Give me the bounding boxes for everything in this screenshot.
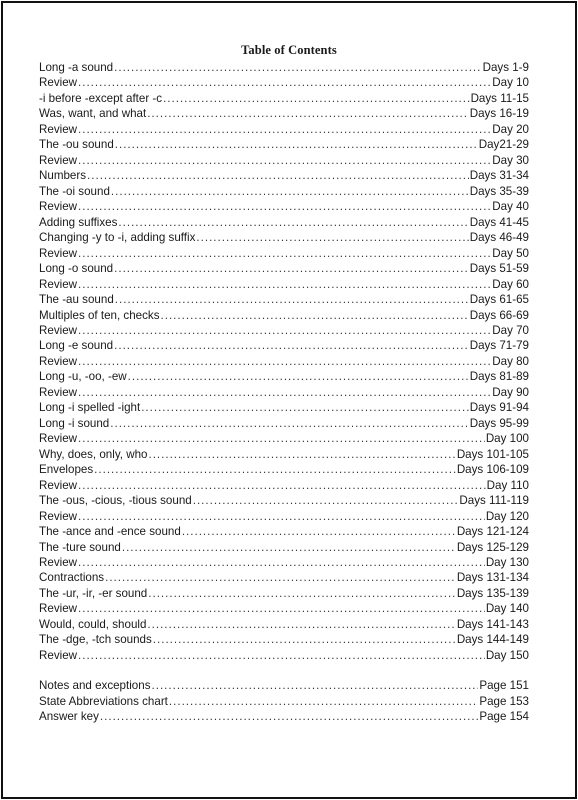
dot-leader — [100, 709, 478, 724]
toc-entry-label: Review — [39, 556, 78, 569]
toc-entry-reference: Day 110 — [486, 478, 529, 492]
toc-entry-reference: Days 81-89 — [469, 370, 529, 384]
toc-row — [39, 308, 529, 323]
toc-entry-label: The -au sound — [39, 293, 114, 307]
toc-entry-label: The -oi sound — [39, 184, 110, 198]
toc-entry-label: Review — [39, 246, 78, 260]
toc-row — [39, 91, 529, 106]
dot-leader — [148, 447, 455, 462]
toc-entry-label: -i before -except after -c — [39, 91, 163, 105]
toc-entry-label: Review — [39, 509, 78, 523]
dot-leader — [147, 106, 469, 121]
toc-entry-reference: Day 80 — [492, 354, 529, 368]
toc-row — [39, 338, 529, 353]
dot-leader — [78, 509, 485, 524]
dot-leader — [141, 400, 469, 415]
toc-row — [39, 215, 529, 230]
toc-entry-reference: Day 20 — [492, 122, 529, 136]
dot-leader — [78, 199, 491, 214]
toc-entry-label: Multiples of ten, checks — [39, 308, 160, 322]
toc-entry-reference: Page 153 — [479, 694, 529, 708]
toc-entry-reference: Day 90 — [492, 385, 529, 399]
toc-entry-label: Notes and exceptions — [39, 679, 151, 693]
toc-entry-reference: Day 60 — [492, 277, 529, 291]
toc-entry-reference: Day21-29 — [478, 138, 529, 152]
toc-entry-label: Review — [39, 478, 78, 492]
toc-entry-label: Review — [39, 323, 78, 337]
dot-leader — [105, 570, 456, 585]
toc-entry-reference: Days 1-9 — [482, 61, 529, 74]
toc-entry-reference: Days 71-79 — [469, 339, 529, 353]
toc-row — [39, 648, 529, 663]
dot-leader — [114, 261, 469, 276]
toc-entry-label: Long -u, -oo, -ew — [39, 370, 127, 384]
toc-entry-reference: Days 66-69 — [469, 308, 529, 322]
toc-entry-label: Review — [39, 602, 78, 616]
toc-entry-label: Numbers — [39, 169, 87, 183]
toc-entry-label: Long -i sound — [39, 416, 110, 430]
toc-entry-label: Review — [39, 277, 78, 291]
toc-row — [39, 632, 529, 647]
toc-entry-reference: Day 30 — [492, 153, 529, 167]
toc-entry-label: Review — [39, 153, 78, 167]
toc-entry-reference: Page 154 — [479, 710, 529, 724]
toc-entry-reference: Day 50 — [492, 246, 529, 260]
toc-entry-reference: Days 91-94 — [469, 401, 529, 415]
toc-entry-label: Long -a sound — [39, 61, 114, 74]
toc-entry-reference: Day 150 — [485, 648, 529, 662]
page-title: Table of Contents — [241, 43, 337, 57]
toc-row — [39, 694, 529, 709]
toc-entry-reference: Days 141-143 — [456, 617, 529, 631]
toc-row — [39, 184, 529, 199]
toc-row — [39, 431, 529, 446]
dot-leader — [94, 462, 456, 477]
dot-leader — [78, 153, 491, 168]
toc-row — [39, 447, 529, 462]
toc-entry-reference: Days 31-34 — [469, 169, 529, 183]
toc-entry-reference: Days 46-49 — [469, 231, 529, 245]
toc-row — [39, 540, 529, 555]
toc-row — [39, 168, 529, 183]
dot-leader — [111, 184, 469, 199]
toc-row — [39, 555, 529, 570]
toc-row — [39, 60, 529, 75]
toc-row — [39, 570, 529, 585]
section-gap — [39, 663, 529, 678]
toc-row — [39, 261, 529, 276]
toc-row — [39, 153, 529, 168]
toc-row — [39, 709, 529, 724]
toc-entry-label: Review — [39, 648, 78, 662]
toc-entry-reference: Days 121-124 — [456, 525, 529, 539]
toc-row — [39, 292, 529, 307]
toc-entry-label: Review — [39, 122, 78, 136]
dot-leader — [148, 586, 456, 601]
toc-entry-label: Answer key — [39, 710, 99, 724]
dot-leader — [161, 308, 469, 323]
toc-entry-reference: Days 61-65 — [469, 293, 529, 307]
dot-leader — [78, 323, 491, 338]
toc-entry-label: Adding suffixes — [39, 215, 118, 229]
toc-row — [39, 678, 529, 693]
toc-entry-label: The -ou sound — [39, 138, 114, 152]
toc-entry-reference: Day 40 — [492, 200, 529, 214]
toc-row — [39, 462, 529, 477]
toc-entry-reference: Day 130 — [485, 556, 529, 569]
toc-entry-reference: Days 111-119 — [459, 494, 529, 508]
toc-entry-reference: Days 41-45 — [469, 215, 529, 229]
toc-row — [39, 277, 529, 292]
toc-entry-label: Long -i spelled -ight — [39, 401, 141, 415]
toc-entry-label: Review — [39, 354, 78, 368]
toc-row — [39, 601, 529, 616]
dot-leader — [78, 385, 491, 400]
dot-leader — [169, 694, 478, 709]
toc-entry-label: Review — [39, 200, 78, 214]
dot-leader — [118, 215, 468, 230]
dot-leader — [152, 678, 479, 693]
toc-row — [39, 323, 529, 338]
toc-entry-reference: Page 151 — [479, 679, 529, 693]
dot-leader — [115, 137, 478, 152]
toc-entry-reference: Day 70 — [492, 323, 529, 337]
toc-entry-reference: Day 120 — [485, 509, 529, 523]
dot-leader — [196, 230, 468, 245]
toc-entry-label: Long -e sound — [39, 339, 114, 353]
toc-entry-reference: Days 101-105 — [456, 447, 529, 461]
dot-leader — [78, 601, 485, 616]
dot-leader — [78, 648, 485, 663]
toc-entry-label: Long -o sound — [39, 262, 114, 276]
toc-entry-reference: Days 51-59 — [469, 262, 529, 276]
dot-leader — [193, 493, 459, 508]
toc-entry-reference: Day 10 — [492, 76, 529, 90]
toc-entry-reference: Days 16-19 — [469, 107, 529, 121]
toc-row — [39, 416, 529, 431]
toc-entry-label: Changing -y to -i, adding suffix — [39, 231, 196, 245]
toc-appendix — [39, 678, 529, 724]
dot-leader — [110, 416, 468, 431]
toc-row — [39, 524, 529, 539]
dot-leader — [114, 60, 481, 75]
toc-row — [39, 137, 529, 152]
dot-leader — [78, 354, 491, 369]
dot-leader — [78, 431, 485, 446]
dot-leader — [78, 478, 486, 493]
toc-entry-reference: Days 144-149 — [456, 633, 529, 647]
toc-entry-reference: Day 100 — [485, 432, 529, 446]
dot-leader — [114, 338, 469, 353]
toc-row — [39, 400, 529, 415]
dot-leader — [122, 540, 456, 555]
toc-entry-reference: Days 131-134 — [456, 571, 529, 585]
toc-row — [39, 478, 529, 493]
toc-entry-label: The -dge, -tch sounds — [39, 633, 152, 647]
toc-entry-reference: Days 35-39 — [469, 184, 529, 198]
toc-entry-reference: Days 125-129 — [456, 540, 529, 554]
dot-leader — [163, 91, 469, 106]
dot-leader — [78, 75, 491, 90]
toc-entry-reference: Days 11-15 — [470, 91, 529, 105]
toc-entry-label: The -ture sound — [39, 540, 121, 554]
toc-entry-label: The -ous, -cious, -tious sound — [39, 494, 192, 508]
dot-leader — [78, 555, 485, 570]
toc-entry-label: State Abbreviations chart — [39, 694, 168, 708]
dot-leader — [182, 524, 456, 539]
dot-leader — [153, 632, 456, 647]
toc-entry-label: Why, does, only, who — [39, 447, 148, 461]
toc-entry-label: Review — [39, 432, 78, 446]
toc-entry-label: Was, want, and what — [39, 107, 147, 121]
toc-entry-label: Review — [39, 385, 78, 399]
table-of-contents — [39, 60, 529, 725]
toc-entry-reference: Days 106-109 — [456, 463, 529, 477]
dot-leader — [78, 122, 491, 137]
toc-entry-label: Envelopes — [39, 463, 94, 477]
toc-row — [39, 617, 529, 632]
toc-row — [39, 369, 529, 384]
toc-row — [39, 493, 529, 508]
toc-row — [39, 246, 529, 261]
toc-entry-label: Would, could, should — [39, 617, 147, 631]
toc-row — [39, 354, 529, 369]
dot-leader — [115, 292, 469, 307]
toc-entry-reference: Day 140 — [485, 602, 529, 616]
toc-entries — [39, 60, 529, 663]
toc-row — [39, 106, 529, 121]
toc-row — [39, 385, 529, 400]
toc-row — [39, 199, 529, 214]
toc-entry-label: Review — [39, 76, 78, 90]
dot-leader — [78, 246, 491, 261]
dot-leader — [78, 277, 491, 292]
toc-entry-reference: Days 95-99 — [469, 416, 529, 430]
dot-leader — [87, 168, 469, 183]
toc-entry-label: The -ur, -ir, -er sound — [39, 586, 148, 600]
toc-row — [39, 122, 529, 137]
toc-row — [39, 75, 529, 90]
toc-entry-label: Contractions — [39, 571, 105, 585]
toc-entry-label: The -ance and -ence sound — [39, 525, 181, 539]
dot-leader — [128, 369, 469, 384]
dot-leader — [147, 617, 455, 632]
toc-entry-reference: Days 135-139 — [456, 586, 529, 600]
toc-row — [39, 230, 529, 245]
toc-row — [39, 509, 529, 524]
toc-row — [39, 586, 529, 601]
